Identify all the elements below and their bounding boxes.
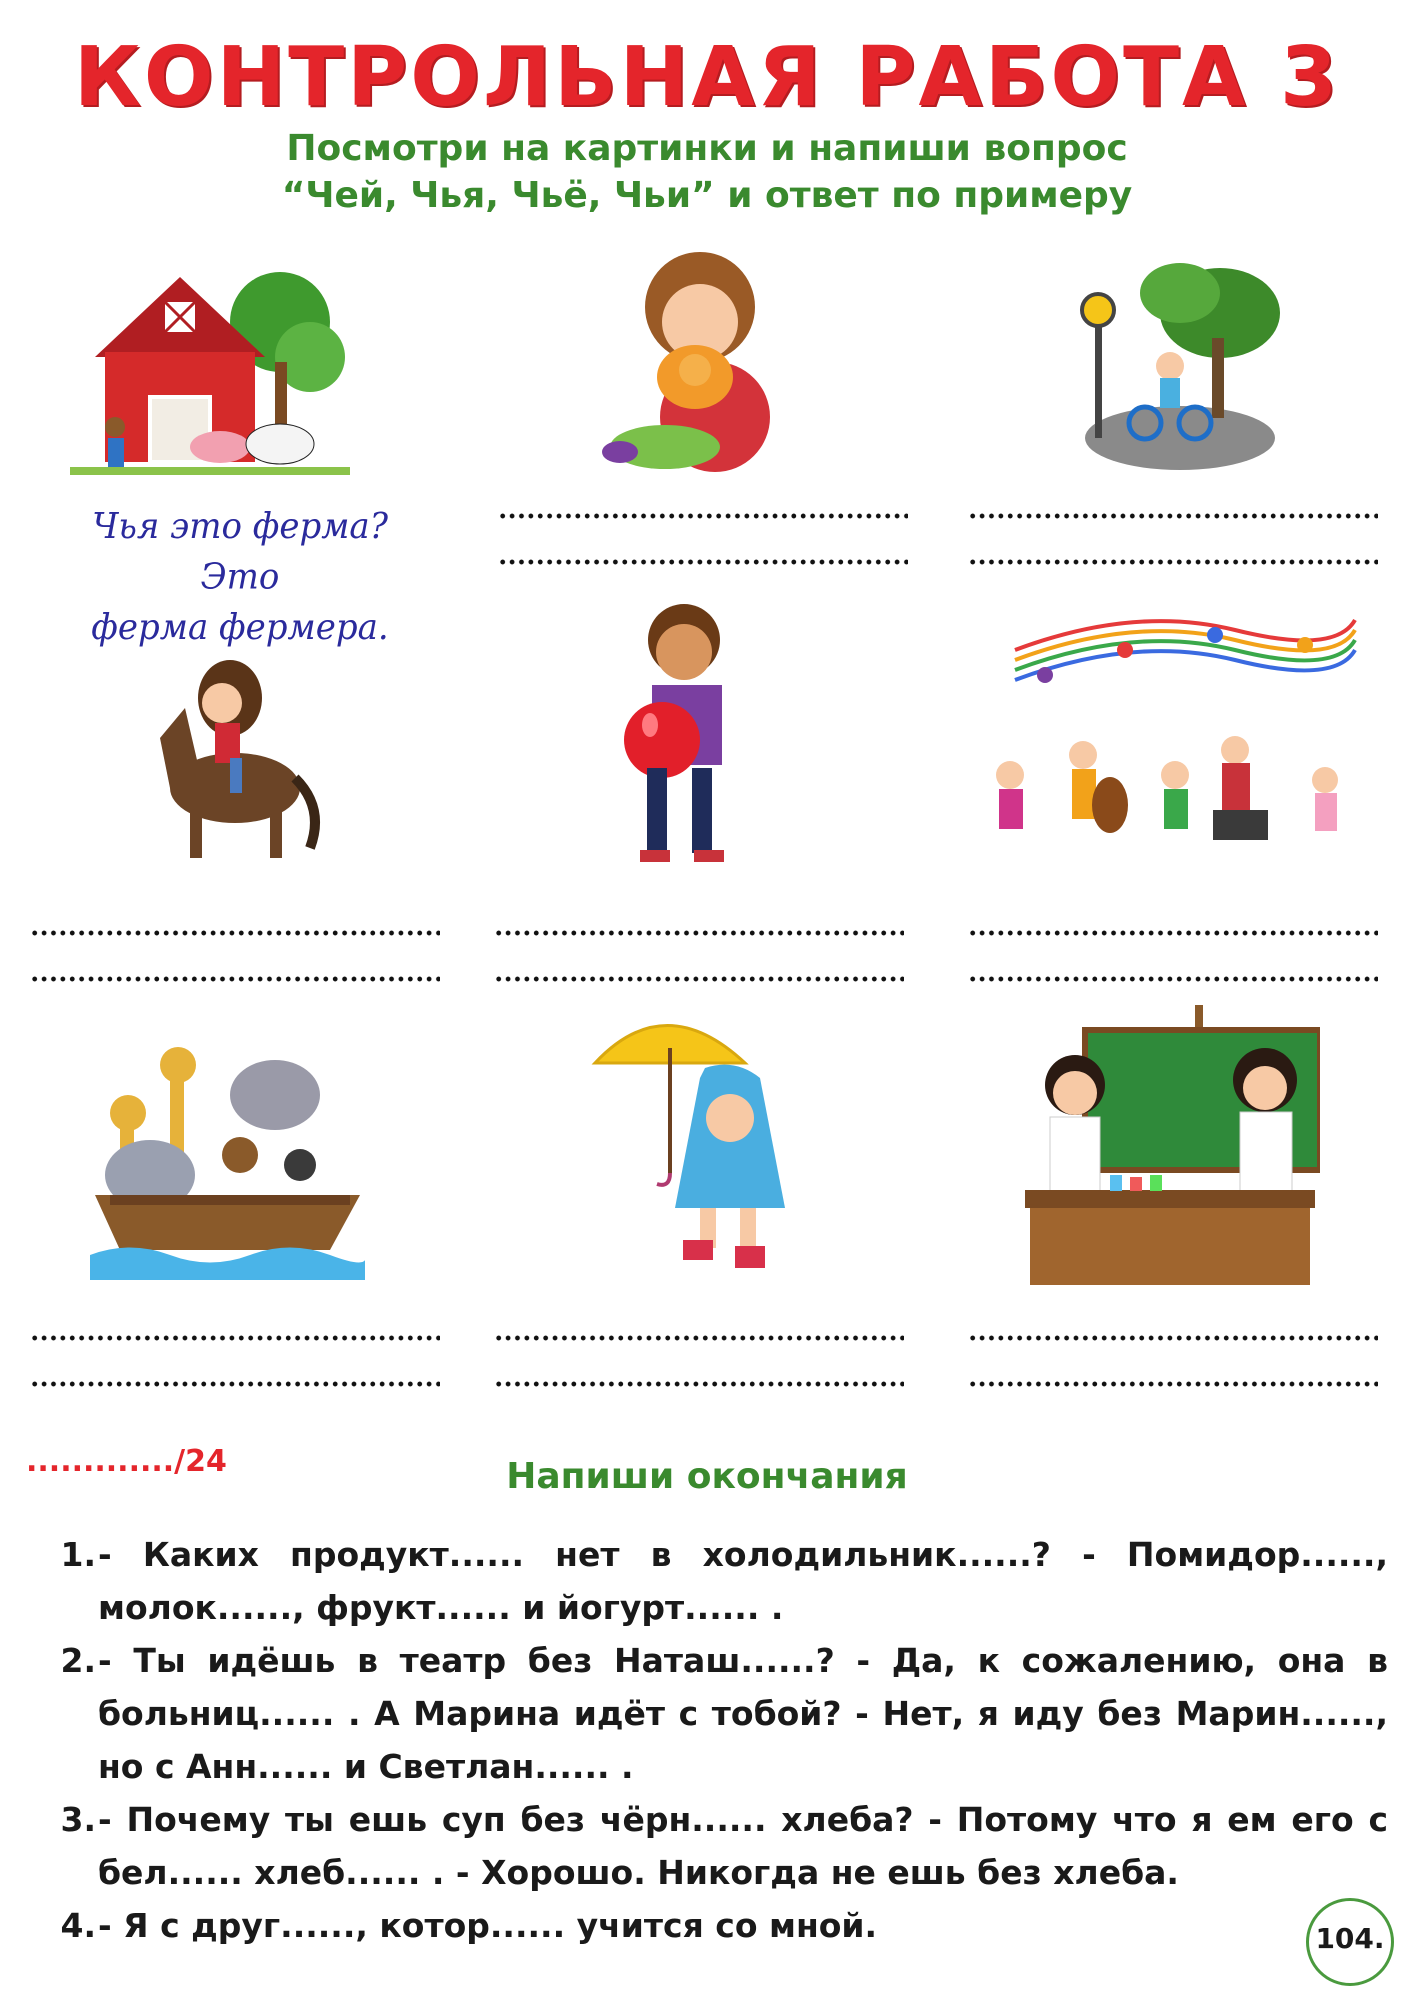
exercise-text: - Почему ты ешь суп без чёрн...... хлеба? - Потому что я ем его с бел...... хлеб...... . - Хорошо. Никогда не ешь без хлеба. (98, 1800, 1388, 1892)
children-music-band-picture (985, 605, 1365, 860)
example-answer-line-2: ферма фермера. (91, 606, 389, 649)
answer-line[interactable] (494, 976, 904, 982)
answer-line[interactable] (968, 1335, 1378, 1341)
section-title: Напиши окончания (506, 1456, 908, 1497)
instruction-line-1: Посмотри на картинки и напиши вопрос (286, 128, 1128, 169)
example-answer-line-1: Чья это ферма? Это (92, 505, 388, 598)
exercise-item (58, 1899, 1388, 1952)
girls-science-classroom-picture (1020, 1005, 1320, 1285)
exercise-item (58, 1528, 1388, 1634)
answer-line[interactable] (968, 930, 1378, 936)
exercise-text: - Ты идёшь в театр без Наташ......? - Да, к сожалению, она в больниц...... . А Марина идёт с тобой? - Нет, я иду без Марин......, но с Анн...... и Светлан...... . (98, 1641, 1388, 1786)
example-answer (50, 501, 430, 652)
exercise-item (58, 1793, 1388, 1899)
answer-line[interactable] (498, 559, 908, 565)
answer-line[interactable] (30, 930, 440, 936)
answer-line[interactable] (968, 559, 1378, 565)
exercise-number: 3. (60, 1800, 96, 1839)
answer-line[interactable] (494, 1335, 904, 1341)
instruction-line-2: “Чей, Чья, Чьё, Чьи” и ответ по примеру (281, 175, 1133, 216)
answer-line[interactable] (30, 1381, 440, 1387)
noahs-ark-animals-picture (90, 1015, 365, 1280)
exercise-text: - Каких продукт...... нет в холодильник......? - Помидор......, молок......, фрукт...... и йогурт...... . (98, 1535, 1388, 1627)
answer-line[interactable] (968, 976, 1378, 982)
boy-on-bicycle-picture (1070, 258, 1280, 473)
exercise-number: 4. (60, 1906, 96, 1945)
girl-riding-horse-picture (130, 648, 330, 868)
page-title: КОНТРОЛЬНАЯ РАБОТА 3 (73, 30, 1341, 125)
answer-line[interactable] (30, 976, 440, 982)
answer-line[interactable] (494, 930, 904, 936)
girl-hugging-cat-picture (600, 242, 810, 472)
score-field[interactable]: ............./24 (26, 1444, 227, 1479)
answer-line[interactable] (498, 513, 908, 519)
exercise-number: 1. (60, 1535, 96, 1574)
answer-line[interactable] (968, 1381, 1378, 1387)
exercise-text: - Я с друг......, котор...... учится со мной. (98, 1906, 878, 1945)
exercise-number: 2. (60, 1641, 96, 1680)
farm-barn-picture (70, 262, 350, 492)
child-with-umbrella-picture (585, 1008, 805, 1273)
answer-line[interactable] (968, 513, 1378, 519)
exercise-item (58, 1634, 1388, 1793)
answer-line[interactable] (30, 1335, 440, 1341)
boy-with-apple-picture (612, 600, 762, 870)
answer-line[interactable] (494, 1381, 904, 1387)
page-number: 104. (1315, 1922, 1385, 1955)
